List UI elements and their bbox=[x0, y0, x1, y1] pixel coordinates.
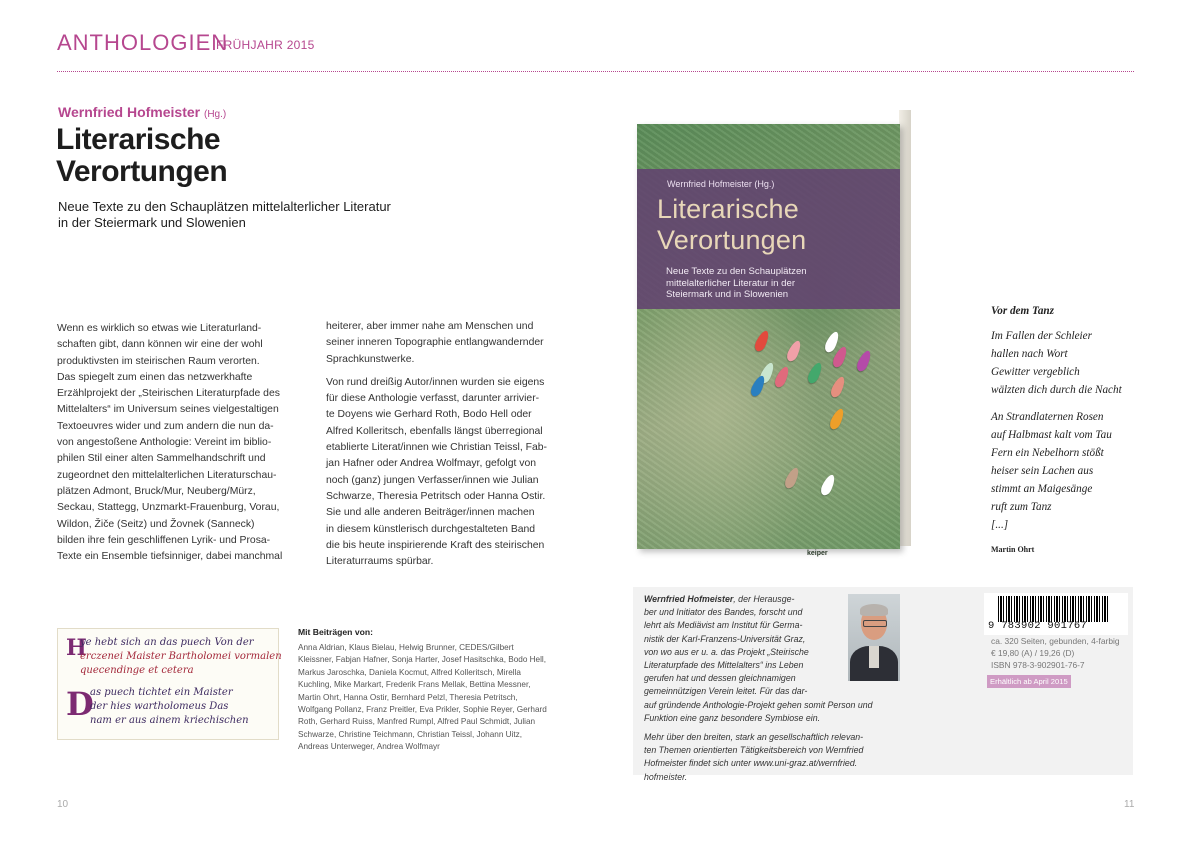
manuscript-line: nam er aus ainem kriechischen bbox=[90, 715, 249, 726]
body-column-left bbox=[57, 321, 292, 565]
poem-line: Gewitter vergeblich bbox=[991, 366, 1080, 378]
bio-line: gemeinnützigen Verein leitet. Für das dar- bbox=[644, 686, 808, 697]
poem-title: Vor dem Tanz bbox=[991, 305, 1054, 317]
body-line: zugeordnet den mittelalterlichen Literaturschau- bbox=[57, 469, 277, 481]
cover-title-line: Verortungen bbox=[657, 225, 807, 255]
contributors-line: Kuchling, Mike Markart, Frederik Frans Mellak, Bettina Messner, bbox=[298, 680, 531, 690]
location-marker-icon bbox=[783, 466, 801, 490]
body-line: Mittelalters“ im Universum seines vielgestaltigen bbox=[57, 404, 279, 416]
season-label: FRÜHJAHR 2015 bbox=[216, 38, 315, 52]
contributors-line: Anna Aldrian, Klaus Bielau, Helwig Brunner, CEDES/Gilbert bbox=[298, 643, 514, 652]
poem-stanza bbox=[991, 327, 1141, 399]
poem-line: Fern ein Nebelhorn stößt bbox=[991, 447, 1104, 459]
poem-line: auf Halbmast kalt vom Tau bbox=[991, 429, 1112, 441]
page-number-left: 10 bbox=[57, 799, 69, 810]
body-line: in diesem künstlerisch durchgestalteten Band bbox=[326, 523, 536, 535]
poem-line: heiser sein Lachen aus bbox=[991, 465, 1094, 477]
bio-author-name: Wernfried Hofmeister bbox=[644, 594, 734, 604]
poem-stanza bbox=[991, 408, 1141, 534]
book-cover-map bbox=[637, 124, 900, 557]
location-marker-icon bbox=[785, 339, 803, 363]
page-number-right: 11 bbox=[1124, 799, 1135, 810]
cover-subtitle-line: mittelalterlicher Literatur in der bbox=[666, 277, 796, 289]
book-title-line: Literarische bbox=[56, 123, 221, 156]
poem-line: An Strandlaternen Rosen bbox=[991, 411, 1104, 423]
body-line: für diese Anthologie verfasst, darunter arrivier- bbox=[326, 393, 540, 405]
bio-line: auf gründende Anthologie-Projekt gehen somit Person und bbox=[644, 699, 873, 710]
bio-line: lehrt als Mediävist am Institut für Germa- bbox=[644, 620, 803, 631]
book-title bbox=[56, 124, 386, 188]
location-marker-icon bbox=[753, 329, 771, 353]
author-bio bbox=[644, 593, 873, 790]
body-line: heiterer, aber immer nahe am Menschen und bbox=[326, 321, 534, 332]
body-paragraph bbox=[326, 375, 561, 571]
body-line: Erzählprojekt der „Steirischen Literaturpfade des bbox=[57, 388, 280, 400]
cover-editor: Wernfried Hofmeister (Hg.) bbox=[667, 179, 775, 189]
manuscript-line: as puech tichtet ein Maister bbox=[90, 687, 233, 698]
editor-name bbox=[58, 104, 226, 120]
body-line: etablierte Literat/innen wie Christian Teissl, Fab- bbox=[326, 442, 548, 454]
body-line: bilden ihre fein geschliffenen Lyrik- und Prosa- bbox=[57, 534, 271, 546]
body-line: produktivsten im steirischen Raum verorten. bbox=[57, 355, 260, 367]
poem-line: stimmt an Maigesänge bbox=[991, 483, 1093, 495]
contributors-line: Kleissner, Fabjan Hafner, Sonja Harter, Josef Hasitschka, Bodo Hell, bbox=[298, 655, 547, 665]
book-spine bbox=[899, 110, 911, 546]
bio-line: Mehr über den breiten, stark an gesellschaftlich relevan- bbox=[644, 732, 864, 743]
book-title-line: Verortungen bbox=[56, 155, 228, 188]
bio-line: hofmeister. bbox=[644, 771, 688, 782]
book-cover-image bbox=[637, 104, 915, 557]
manuscript-initial: D bbox=[66, 685, 94, 723]
body-paragraph bbox=[326, 319, 561, 368]
body-line: Von rund dreißig Autor/innen wurden sie eigens bbox=[326, 376, 545, 388]
editor-name-text: Wernfried Hofmeister bbox=[58, 104, 201, 120]
body-line: jan Hafner oder Andrea Wolfmayr, gefolgt von bbox=[326, 458, 537, 470]
author-photo-glasses bbox=[863, 620, 887, 627]
product-specs bbox=[991, 635, 1120, 671]
contributors-line: Wolfgang Pollanz, Franz Preitler, Eva Prikler, Sophie Reyer, Gerhard bbox=[298, 705, 547, 715]
section-title: ANTHOLOGIEN bbox=[57, 30, 229, 55]
bio-line: nistik der Karl-Franzens-Universität Graz, bbox=[644, 633, 806, 644]
book-subtitle-line: Neue Texte zu den Schauplätzen mittelalterlicher Literatur bbox=[58, 199, 391, 214]
location-marker-icon bbox=[773, 365, 791, 389]
body-line: die bis heute inspirierende Kraft des steirischen bbox=[326, 539, 545, 551]
body-line: von angestoßene Anthologie: Vereint im biblio- bbox=[57, 437, 272, 449]
body-line: philen Stil einer alten Sammelhandschrift und bbox=[57, 453, 266, 465]
body-line: noch (ganz) jungen Verfasser/innen wie Julian bbox=[326, 474, 539, 486]
poem-line: wälzten dich durch die Nacht bbox=[991, 384, 1122, 396]
poem-line: Im Fallen der Schleier bbox=[991, 330, 1092, 342]
cover-publisher: keiper bbox=[807, 550, 828, 557]
body-line: te Doyens wie Gerhard Roth, Bodo Hell oder bbox=[326, 409, 532, 421]
bio-line: , der Herausge- bbox=[733, 594, 795, 604]
contributors-line: Schwarze, Christine Teichmann, Christian Teissl, Johann Uitz, bbox=[298, 729, 523, 739]
body-line: seiner inneren Topographie entlangwandernder bbox=[326, 337, 544, 349]
body-line: Alfred Kolleritsch, ebenfalls längst überregional bbox=[326, 425, 543, 437]
manuscript-line: der hies wartholomeus Das bbox=[90, 701, 229, 712]
body-line: Seckau, Stattegg, Unzmarkt-Frauenburg, Vorau, bbox=[57, 502, 280, 514]
body-line: schaften gibt, dann können wir eine der wohl bbox=[57, 339, 263, 351]
contributors-line: Martin Ohrt, Hanna Ostir, Bernhard Pelzl, Theresia Petritsch, bbox=[298, 692, 518, 702]
location-marker-icon bbox=[829, 375, 847, 399]
body-line: Wenn es wirklich so etwas wie Literaturland- bbox=[57, 323, 262, 334]
poem-line: hallen nach Wort bbox=[991, 348, 1068, 360]
contributors-heading: Mit Beiträgen von: bbox=[298, 627, 373, 637]
bio-line: von wo aus er u. a. das Projekt „Steirische bbox=[644, 646, 809, 657]
barcode-number: 9 783902 901767 bbox=[988, 620, 1088, 632]
body-line: Wildon, Žiče (Seitz) und Žovnek (Sanneck) bbox=[57, 518, 255, 530]
isbn-barcode bbox=[984, 593, 1128, 635]
location-marker-icon bbox=[749, 374, 767, 398]
bio-line: Literaturpfade des Mittelalters“ ins Leben bbox=[644, 660, 804, 671]
bio-paragraph bbox=[644, 593, 873, 725]
contributors-line: Andreas Unterweger, Andrea Wolfmayr bbox=[298, 742, 440, 752]
bio-paragraph bbox=[644, 731, 864, 784]
manuscript-line: quecendinge et cetera bbox=[80, 665, 194, 676]
header-divider bbox=[57, 71, 1134, 72]
manuscript-line: erczenei Maister Bartholomei vormalen bbox=[80, 651, 282, 662]
poem bbox=[991, 302, 1141, 559]
contributors-line: Markus Jaroschka, Daniela Kocmut, Alfred Kolleritsch, Mirella bbox=[298, 667, 521, 677]
location-marker-icon bbox=[855, 349, 873, 373]
body-line: Texte ein Ensemble tiefsinniger, dabei manchmal bbox=[57, 551, 283, 563]
location-marker-icon bbox=[828, 407, 846, 431]
cover-subtitle-line: Neue Texte zu den Schauplätzen bbox=[666, 266, 807, 277]
cover-title bbox=[657, 194, 806, 256]
author-photo-shirt bbox=[869, 646, 879, 668]
spec-price: € 19,80 (A) / 19,26 (D) bbox=[991, 648, 1075, 658]
location-marker-icon bbox=[819, 473, 837, 497]
body-line: Schwarze, Theresia Petritsch oder Hanna Ostir. bbox=[326, 490, 546, 502]
editor-suffix: (Hg.) bbox=[204, 109, 227, 120]
book-subtitle bbox=[58, 199, 458, 231]
cover-title-line: Literarische bbox=[657, 194, 799, 224]
spec-pages: ca. 320 Seiten, gebunden, 4-farbig bbox=[991, 636, 1120, 646]
bio-line: Funktion eine ganz besondere Symbiose ein. bbox=[644, 712, 821, 723]
book-subtitle-line: in der Steiermark und Slowenien bbox=[58, 215, 246, 230]
contributors-list bbox=[298, 642, 560, 754]
poem-line: [...] bbox=[991, 519, 1009, 531]
poem-author: Martin Ohrt bbox=[991, 545, 1035, 554]
body-line: Sprachkunstwerke. bbox=[326, 353, 415, 365]
body-line: plätzen Admont, Bruck/Mur, Neuberg/Mürz, bbox=[57, 485, 256, 497]
body-line: Sie und alle anderen Beiträger/innen machen bbox=[326, 507, 535, 519]
body-line: Das spiegelt zum einen das netzwerkhafte bbox=[57, 371, 253, 383]
author-photo-hair bbox=[860, 604, 888, 616]
spec-isbn: ISBN 978-3-902901-76-7 bbox=[991, 660, 1085, 670]
location-marker-icon bbox=[806, 361, 824, 385]
bio-line: Hofmeister findet sich unter www.uni-graz.at/wernfried. bbox=[644, 758, 858, 769]
author-photo bbox=[848, 594, 900, 681]
manuscript-line: ye hebt sich an das puech Von der bbox=[80, 637, 254, 648]
availability-badge: Erhältlich ab April 2015 bbox=[987, 675, 1071, 688]
author-info-panel bbox=[633, 587, 1133, 782]
contributors-line: Roth, Gerhard Ruiss, Manfred Rumpl, Alfred Paul Schmidt, Julian bbox=[298, 717, 536, 727]
manuscript-image bbox=[57, 628, 282, 740]
manuscript-initial: H bbox=[66, 635, 87, 661]
body-column-right bbox=[326, 319, 561, 577]
bio-line: gerufen hat und dessen gleichnamigen bbox=[644, 673, 796, 684]
bio-line: ten Themen orientierten Tätigkeitsbereich von Wernfried bbox=[644, 745, 864, 756]
body-line: Textoeuvres wider und zum andern die nun da- bbox=[57, 420, 274, 432]
bio-line: ber und Initiator des Bandes, forscht und bbox=[644, 607, 803, 618]
cover-subtitle bbox=[666, 266, 866, 301]
body-line: Literaturraums spürbar. bbox=[326, 556, 434, 568]
barcode-bars bbox=[998, 596, 1110, 622]
cover-subtitle-line: Steiermark und in Slowenien bbox=[666, 289, 789, 300]
poem-line: ruft zum Tanz bbox=[991, 501, 1052, 513]
